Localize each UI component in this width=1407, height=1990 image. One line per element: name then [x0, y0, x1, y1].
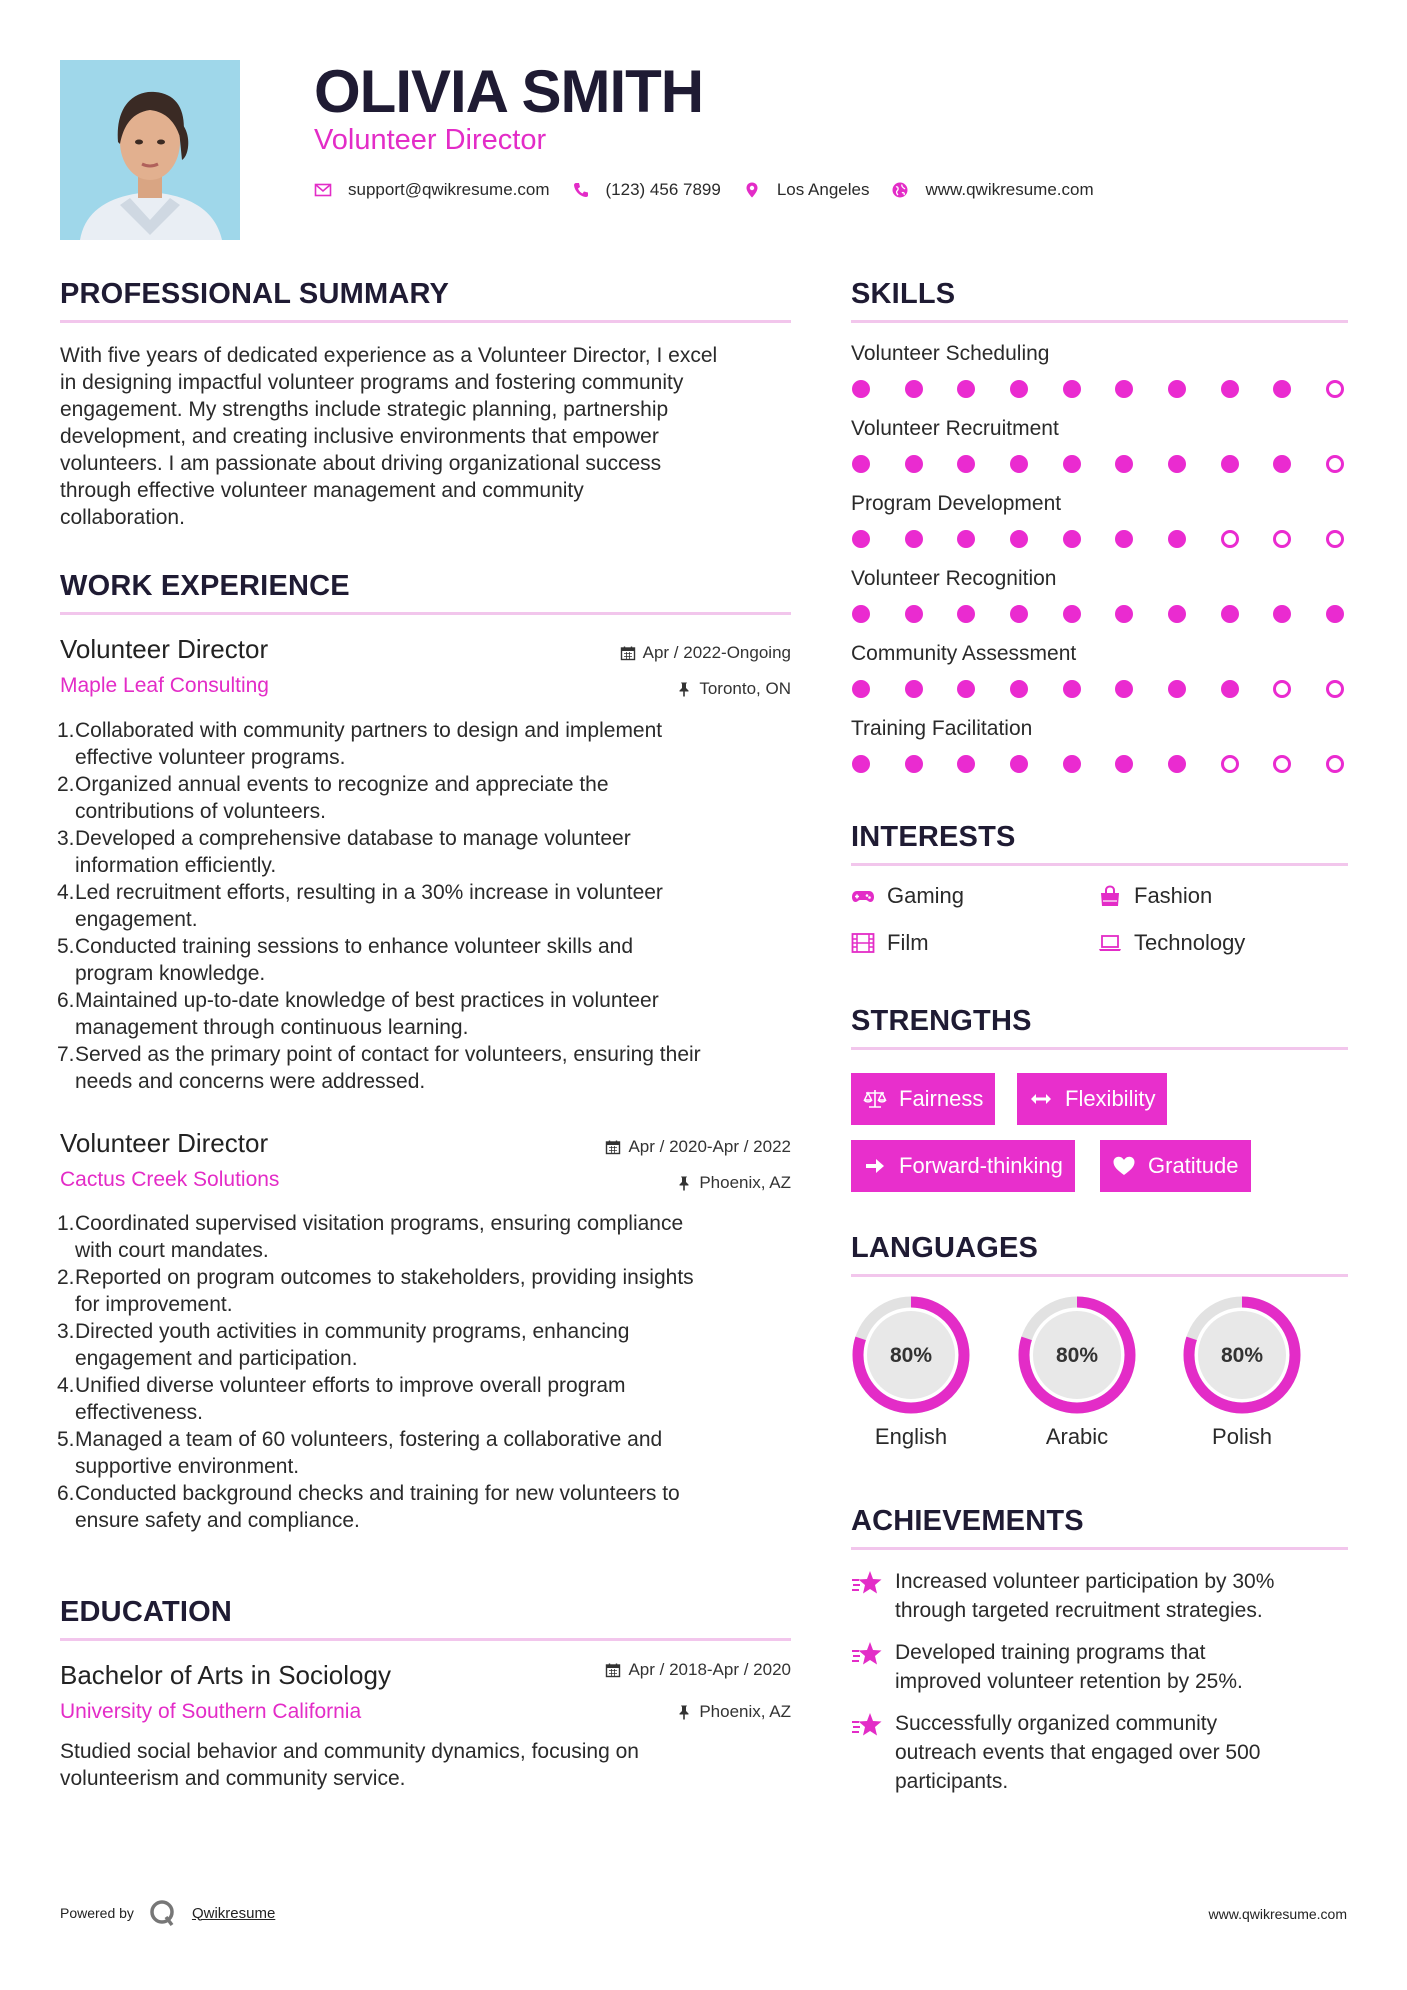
rating-dot-filled [1010, 380, 1028, 398]
rating-dot-filled [957, 380, 975, 398]
company-name: Maple Leaf Consulting [60, 674, 269, 697]
list-item: 1. Collaborated with community partners to design and implement effective volunteer programs. [57, 719, 663, 769]
rating-dot-filled [957, 680, 975, 698]
rating-dot-filled [1168, 380, 1186, 398]
list-item: 5. Managed a team of 60 volunteers, fostering a collaborative and supportive environment. [57, 1428, 663, 1478]
skills-heading: SKILLS [851, 278, 956, 310]
skill-name: Community Assessment [851, 642, 1077, 665]
rating-dot-filled [1273, 455, 1291, 473]
skills-divider [851, 320, 1348, 323]
rating-dot-filled [1115, 380, 1133, 398]
school-name: University of Southern California [60, 1700, 362, 1723]
rating-dot-filled [1010, 680, 1028, 698]
interest-technology [1098, 929, 1245, 957]
rating-dot-filled [1221, 605, 1239, 623]
job-title: Volunteer Director [60, 1128, 269, 1158]
strength-label: Fairness [899, 1086, 984, 1111]
strength-forward-thinking [851, 1140, 1075, 1192]
language-percent: 80% [1220, 1344, 1264, 1367]
rating-dot-empty [1326, 380, 1344, 398]
phone-text: (123) 456 7899 [605, 180, 721, 199]
footer-powered-by [60, 1898, 275, 1928]
skill-rating [852, 755, 1344, 775]
list-item: 6. Maintained up-to-date knowledge of best practices in volunteer management through continuous learning. [57, 989, 659, 1039]
strengths-heading: STRENGTHS [851, 1005, 1032, 1037]
rating-dot-filled [1273, 605, 1291, 623]
arrows-horizontal-icon [1029, 1088, 1053, 1110]
education-dates-text: Apr / 2018-Apr / 2020 [628, 1660, 791, 1679]
rating-dot-filled [905, 680, 923, 698]
candidate-title: Volunteer Director [314, 124, 547, 156]
achievement-text: Developed training programs that improved volunteer retention by 25%. [895, 1641, 1243, 1693]
job-dates [520, 1135, 791, 1159]
company-name: Cactus Creek Solutions [60, 1168, 280, 1191]
list-item: 3. Directed youth activities in community programs, enhancing engagement and participation. [57, 1320, 630, 1370]
skill-name: Volunteer Scheduling [851, 342, 1050, 365]
education-line: volunteerism and community service. [60, 1767, 406, 1790]
rating-dot-filled [1115, 455, 1133, 473]
education-location [520, 1700, 791, 1724]
list-item: 4. Unified diverse volunteer efforts to improve overall program effectiveness. [57, 1374, 626, 1424]
education-divider [60, 1638, 791, 1641]
achievement-text: Successfully organized community outreach events that engaged over 500 participants. [895, 1712, 1261, 1793]
job-dates [520, 641, 791, 665]
interest-gaming [851, 882, 964, 910]
achievement-item [851, 1567, 1351, 1625]
list-item: 5. Conducted training sessions to enhance volunteer skills and program knowledge. [57, 935, 634, 985]
skill-name: Volunteer Recognition [851, 567, 1057, 590]
rating-dot-filled [1115, 680, 1133, 698]
globe-icon [891, 181, 909, 199]
languages-heading: LANGUAGES [851, 1232, 1039, 1264]
map-pin-icon [743, 181, 761, 199]
language-percent: 80% [889, 1344, 933, 1367]
achievements-heading: ACHIEVEMENTS [851, 1505, 1084, 1537]
summary-line: collaboration. [60, 506, 185, 529]
star-icon [851, 1640, 883, 1668]
rating-dot-filled [1063, 380, 1081, 398]
heart-icon [1112, 1155, 1136, 1177]
education-heading: EDUCATION [60, 1596, 233, 1628]
skill-rating [852, 455, 1344, 475]
laptop-icon [1098, 932, 1122, 954]
rating-dot-filled [1168, 530, 1186, 548]
contact-phone[interactable] [572, 180, 721, 200]
location-text: Los Angeles [776, 180, 870, 199]
language-item [850, 1294, 972, 1450]
rating-dot-empty [1326, 755, 1344, 773]
rating-dot-filled [905, 605, 923, 623]
rating-dot-filled [957, 455, 975, 473]
rating-dot-filled [852, 455, 870, 473]
rating-dot-filled [1168, 680, 1186, 698]
rating-dot-filled [1063, 755, 1081, 773]
strength-gratitude [1100, 1140, 1251, 1192]
pushpin-icon [676, 1704, 692, 1720]
powered-by-text: Powered by [60, 1905, 134, 1921]
rating-dot-empty [1326, 530, 1344, 548]
list-item: 3. Developed a comprehensive database to manage volunteer information efficiently. [57, 827, 631, 877]
website-text: www.qwikresume.com [925, 180, 1094, 199]
language-name: Arabic [1045, 1424, 1109, 1449]
profile-photo [60, 60, 240, 240]
contact-bar [314, 178, 1116, 202]
rating-dot-filled [1063, 530, 1081, 548]
interest-label: Technology [1134, 930, 1246, 955]
language-item [1016, 1294, 1138, 1450]
rating-dot-filled [1115, 530, 1133, 548]
degree-title: Bachelor of Arts in Sociology [60, 1660, 391, 1690]
rating-dot-filled [1273, 380, 1291, 398]
rating-dot-filled [1168, 605, 1186, 623]
rating-dot-filled [1063, 455, 1081, 473]
interests-divider [851, 863, 1348, 866]
pushpin-icon [676, 681, 692, 697]
summary-line: engagement. My strengths include strategic planning, partnership [60, 398, 669, 421]
achievements-divider [851, 1547, 1348, 1550]
rating-dot-filled [1010, 455, 1028, 473]
strength-label: Gratitude [1148, 1153, 1239, 1178]
strength-label: Flexibility [1065, 1086, 1156, 1111]
summary-divider [60, 320, 791, 323]
rating-dot-filled [1115, 605, 1133, 623]
portrait-image [60, 60, 240, 240]
language-name: Polish [1212, 1424, 1272, 1449]
rating-dot-filled [957, 605, 975, 623]
rating-dot-empty [1221, 755, 1239, 773]
skill-rating [852, 380, 1344, 400]
interest-label: Fashion [1134, 883, 1213, 908]
summary-line: volunteers. I am passionate about driving organizational success [60, 452, 662, 475]
language-percent: 80% [1055, 1344, 1099, 1367]
calendar-icon [605, 1139, 621, 1155]
rating-dot-filled [1063, 605, 1081, 623]
envelope-icon [314, 181, 332, 199]
job-bullets [57, 1210, 797, 1534]
language-ring [1181, 1294, 1303, 1416]
contact-website[interactable] [891, 180, 1093, 200]
pushpin-icon [676, 1175, 692, 1191]
experience-divider [60, 612, 791, 615]
skill-rating [852, 530, 1344, 550]
skill-name: Program Development [851, 492, 1062, 515]
interests-heading: INTERESTS [851, 821, 1016, 853]
rating-dot-filled [1115, 755, 1133, 773]
rating-dot-filled [957, 755, 975, 773]
job-title: Volunteer Director [60, 634, 269, 664]
contact-email[interactable] [314, 180, 550, 200]
rating-dot-empty [1221, 530, 1239, 548]
language-name: English [874, 1424, 948, 1449]
rating-dot-empty [1326, 680, 1344, 698]
list-item: 1. Coordinated supervised visitation programs, ensuring compliance with court mandates. [57, 1212, 684, 1262]
rating-dot-filled [905, 530, 923, 548]
interest-fashion [1098, 882, 1212, 910]
education-line: Studied social behavior and community dynamics, focusing on [60, 1740, 639, 1763]
achievement-item [851, 1709, 1351, 1796]
rating-dot-empty [1273, 755, 1291, 773]
list-item: 4. Led recruitment efforts, resulting in a 30% increase in volunteer engagement. [57, 881, 663, 931]
strength-fairness [851, 1073, 995, 1125]
interest-label: Film [887, 930, 929, 955]
rating-dot-filled [1221, 680, 1239, 698]
job-location [520, 1171, 791, 1195]
language-item [1181, 1294, 1303, 1450]
calendar-icon [620, 645, 636, 661]
rating-dot-filled [905, 380, 923, 398]
list-item: 6. Conducted background checks and training for new volunteers to ensure safety and compliance. [57, 1482, 680, 1532]
rating-dot-empty [1273, 680, 1291, 698]
calendar-icon [605, 1662, 621, 1678]
gamepad-icon [851, 885, 875, 907]
skill-name: Volunteer Recruitment [851, 417, 1059, 440]
skill-name: Training Facilitation [851, 717, 1033, 740]
star-icon [851, 1569, 883, 1597]
list-item: 7. Served as the primary point of contact for volunteers, ensuring their needs and concerns were addressed. [57, 1043, 701, 1093]
strengths-divider [851, 1047, 1348, 1050]
job-location-text: Toronto, ON [699, 679, 791, 698]
language-ring [850, 1294, 972, 1416]
achievement-text: Increased volunteer participation by 30% through targeted recruitment strategies. [895, 1570, 1275, 1622]
education-description [60, 1738, 800, 1792]
contact-location [743, 180, 870, 200]
film-icon [851, 932, 875, 954]
strength-label: Forward-thinking [899, 1153, 1063, 1178]
job-dates-text: Apr / 2022-Ongoing [642, 643, 791, 662]
list-item: 2. Organized annual events to recognize and appreciate the contributions of volunteers. [57, 773, 609, 823]
job-dates-text: Apr / 2020-Apr / 2022 [628, 1137, 791, 1156]
rating-dot-filled [957, 530, 975, 548]
rating-dot-filled [1168, 455, 1186, 473]
experience-heading: WORK EXPERIENCE [60, 570, 350, 602]
email-text: support@qwikresume.com [348, 180, 550, 199]
footer-website[interactable]: www.qwikresume.com [1208, 1906, 1347, 1922]
rating-dot-filled [1010, 755, 1028, 773]
candidate-name: OLIVIA SMITH [314, 58, 704, 125]
job-location [520, 677, 791, 701]
job-location-text: Phoenix, AZ [699, 1173, 791, 1192]
balance-scale-icon [863, 1088, 887, 1110]
education-location-text: Phoenix, AZ [699, 1702, 791, 1721]
interest-label: Gaming [887, 883, 965, 908]
languages-divider [851, 1274, 1348, 1277]
rating-dot-filled [852, 680, 870, 698]
skill-rating [852, 605, 1344, 625]
rating-dot-filled [1326, 605, 1344, 623]
star-icon [851, 1711, 883, 1739]
strength-flexibility [1017, 1073, 1167, 1125]
list-item: 2. Reported on program outcomes to stakeholders, providing insights for improvement. [57, 1266, 694, 1316]
summary-line: development, and creating inclusive environments that empower [60, 425, 659, 448]
qwikresume-link[interactable]: Qwikresume [191, 1904, 276, 1922]
shopping-bag-icon [1098, 885, 1122, 907]
interest-film [851, 929, 929, 957]
education-dates [520, 1658, 791, 1682]
summary-line: in designing impactful volunteer programs and fostering community [60, 371, 684, 394]
rating-dot-filled [852, 530, 870, 548]
job-bullets [57, 717, 797, 1095]
summary-line: With five years of dedicated experience as a Volunteer Director, I excel [60, 344, 718, 367]
rating-dot-filled [1221, 380, 1239, 398]
rating-dot-empty [1326, 455, 1344, 473]
rating-dot-filled [1221, 455, 1239, 473]
summary-text [60, 342, 800, 531]
rating-dot-filled [1010, 530, 1028, 548]
skill-rating [852, 680, 1344, 700]
qwikresume-logo-icon [148, 1898, 178, 1928]
language-ring [1016, 1294, 1138, 1416]
arrow-right-icon [863, 1155, 887, 1177]
rating-dot-empty [1273, 530, 1291, 548]
summary-heading: PROFESSIONAL SUMMARY [60, 278, 450, 310]
summary-line: through effective volunteer management and community [60, 479, 584, 502]
achievement-item [851, 1638, 1351, 1696]
rating-dot-filled [852, 755, 870, 773]
rating-dot-filled [852, 380, 870, 398]
rating-dot-filled [1010, 605, 1028, 623]
rating-dot-filled [1063, 680, 1081, 698]
rating-dot-filled [905, 755, 923, 773]
rating-dot-filled [852, 605, 870, 623]
rating-dot-filled [905, 455, 923, 473]
phone-icon [572, 181, 590, 199]
rating-dot-filled [1168, 755, 1186, 773]
